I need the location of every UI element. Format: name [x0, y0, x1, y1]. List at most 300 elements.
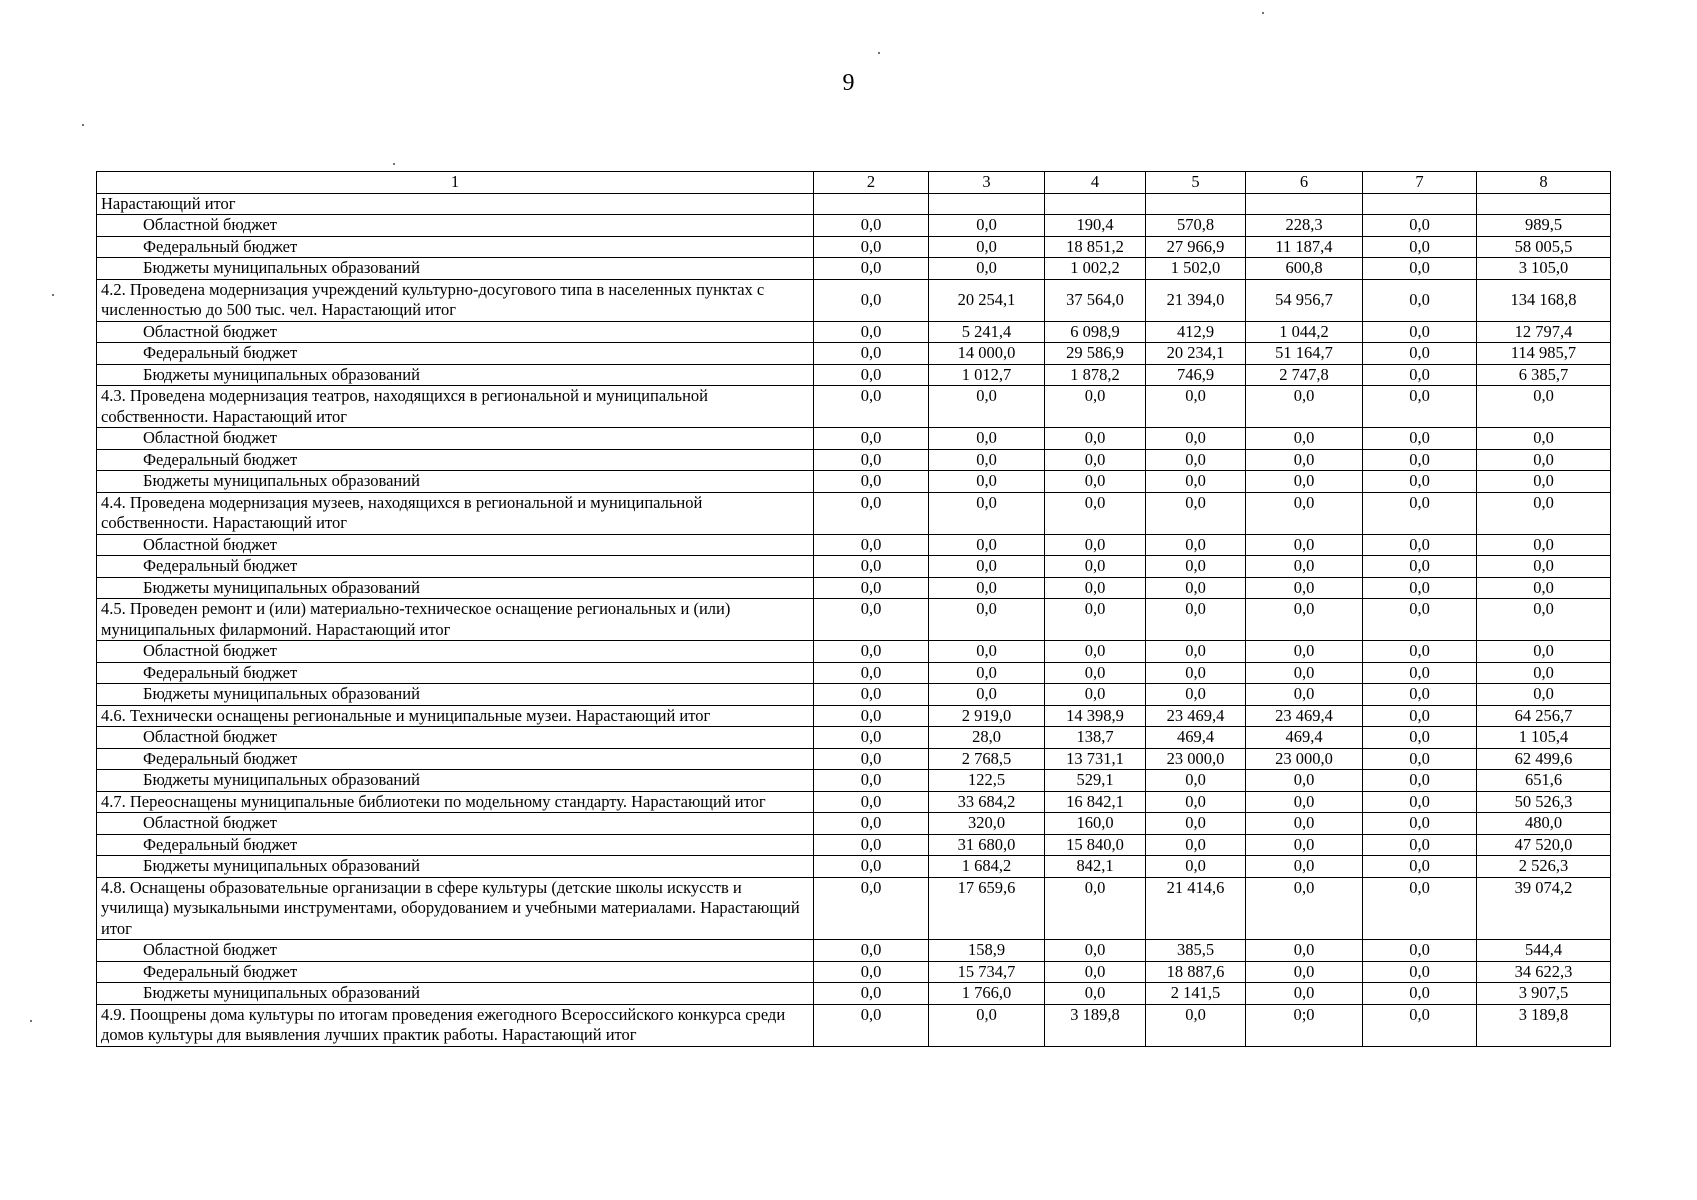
value-cell: 0,0 — [814, 534, 929, 556]
value-cell: 18 851,2 — [1045, 236, 1146, 258]
value-cell: 0,0 — [814, 961, 929, 983]
value-cell: 20 254,1 — [929, 279, 1045, 321]
row-label: 4.5. Проведен ремонт и (или) материально-техническое оснащение региональных и (или) муниципальных филармоний. Нарастающий итог — [97, 599, 814, 641]
row-label: Областной бюджет — [97, 940, 814, 962]
value-cell: 1 044,2 — [1246, 321, 1363, 343]
value-cell: 600,8 — [1246, 258, 1363, 280]
value-cell: 33 684,2 — [929, 791, 1045, 813]
value-cell: 0,0 — [1363, 258, 1477, 280]
value-cell: 651,6 — [1477, 770, 1611, 792]
value-cell: 0,0 — [1477, 492, 1611, 534]
value-cell: 1 502,0 — [1146, 258, 1246, 280]
value-cell: 0,0 — [1363, 748, 1477, 770]
value-cell: 0,0 — [814, 492, 929, 534]
value-cell: 746,9 — [1146, 364, 1246, 386]
value-cell: 0,0 — [1477, 386, 1611, 428]
value-cell: 50 526,3 — [1477, 791, 1611, 813]
page-number: 9 — [842, 70, 855, 96]
value-cell: 0,0 — [814, 556, 929, 578]
value-cell: 37 564,0 — [1045, 279, 1146, 321]
value-cell: 0,0 — [814, 577, 929, 599]
value-cell: 320,0 — [929, 813, 1045, 835]
value-cell: 0,0 — [814, 279, 929, 321]
table-row — [97, 1004, 1611, 1046]
value-cell: 0,0 — [1045, 386, 1146, 428]
value-cell: 1 012,7 — [929, 364, 1045, 386]
value-cell: 20 234,1 — [1146, 343, 1246, 365]
column-header: 8 — [1477, 172, 1611, 194]
value-cell: 0,0 — [1045, 492, 1146, 534]
value-cell: 0,0 — [1146, 856, 1246, 878]
value-cell: 0,0 — [814, 449, 929, 471]
value-cell: 0,0 — [1363, 577, 1477, 599]
value-cell: 0,0 — [929, 1004, 1045, 1046]
value-cell: 0,0 — [1363, 386, 1477, 428]
scan-speck — [393, 163, 395, 165]
value-cell: 13 731,1 — [1045, 748, 1146, 770]
scan-speck — [82, 124, 84, 126]
value-cell: 0,0 — [814, 428, 929, 450]
value-cell: 0,0 — [929, 492, 1045, 534]
row-label: Областной бюджет — [97, 321, 814, 343]
value-cell: 14 398,9 — [1045, 705, 1146, 727]
value-cell: 0,0 — [1246, 791, 1363, 813]
value-cell: 15 840,0 — [1045, 834, 1146, 856]
table-row — [97, 386, 1611, 428]
value-cell: 1 766,0 — [929, 983, 1045, 1005]
table-row — [97, 343, 1611, 365]
table-row — [97, 813, 1611, 835]
value-cell: 0,0 — [1146, 599, 1246, 641]
value-cell: 0,0 — [1246, 983, 1363, 1005]
value-cell: 0,0 — [1246, 599, 1363, 641]
table-row — [97, 258, 1611, 280]
value-cell: 0,0 — [1246, 386, 1363, 428]
value-cell: 0,0 — [1363, 556, 1477, 578]
value-cell: 544,4 — [1477, 940, 1611, 962]
scan-speck — [30, 1020, 32, 1022]
value-cell: 21 394,0 — [1146, 279, 1246, 321]
table-row — [97, 983, 1611, 1005]
value-cell: 0,0 — [1146, 684, 1246, 706]
value-cell: 0,0 — [814, 940, 929, 962]
value-cell: 0,0 — [1045, 471, 1146, 493]
value-cell: 64 256,7 — [1477, 705, 1611, 727]
table-row — [97, 428, 1611, 450]
value-cell: 0,0 — [1045, 577, 1146, 599]
value-cell: 62 499,6 — [1477, 748, 1611, 770]
header-row — [97, 172, 1611, 194]
value-cell: 34 622,3 — [1477, 961, 1611, 983]
value-cell: 0,0 — [929, 258, 1045, 280]
value-cell: 0,0 — [1146, 534, 1246, 556]
value-cell: 0,0 — [814, 364, 929, 386]
value-cell: 0,0 — [1045, 534, 1146, 556]
value-cell: 17 659,6 — [929, 877, 1045, 940]
value-cell: 11 187,4 — [1246, 236, 1363, 258]
value-cell: 0,0 — [814, 236, 929, 258]
value-cell: 0,0 — [814, 471, 929, 493]
value-cell: 0,0 — [1246, 556, 1363, 578]
value-cell: 15 734,7 — [929, 961, 1045, 983]
value-cell: 0,0 — [1246, 641, 1363, 663]
row-label: Областной бюджет — [97, 428, 814, 450]
value-cell: 0,0 — [1363, 983, 1477, 1005]
row-label: Федеральный бюджет — [97, 662, 814, 684]
value-cell: 2 747,8 — [1246, 364, 1363, 386]
table-row — [97, 856, 1611, 878]
value-cell: 0,0 — [814, 856, 929, 878]
value-cell: 0,0 — [1363, 940, 1477, 962]
value-cell: 0,0 — [1246, 492, 1363, 534]
value-cell: 842,1 — [1045, 856, 1146, 878]
value-cell — [1246, 193, 1363, 215]
table-row — [97, 534, 1611, 556]
value-cell: 0,0 — [1363, 279, 1477, 321]
value-cell: 0,0 — [1146, 492, 1246, 534]
value-cell: 0,0 — [814, 983, 929, 1005]
budget-table — [96, 171, 1611, 1047]
value-cell: 2 768,5 — [929, 748, 1045, 770]
scan-speck — [52, 294, 54, 296]
value-cell: 122,5 — [929, 770, 1045, 792]
row-label: Федеральный бюджет — [97, 449, 814, 471]
value-cell: 3 105,0 — [1477, 258, 1611, 280]
value-cell: 0,0 — [1246, 813, 1363, 835]
value-cell: 138,7 — [1045, 727, 1146, 749]
value-cell: 0,0 — [1045, 428, 1146, 450]
row-label: Бюджеты муниципальных образований — [97, 983, 814, 1005]
value-cell: 21 414,6 — [1146, 877, 1246, 940]
scan-speck — [878, 52, 880, 54]
column-header: 3 — [929, 172, 1045, 194]
value-cell: 0,0 — [814, 684, 929, 706]
value-cell: 0,0 — [929, 684, 1045, 706]
value-cell: 0,0 — [1477, 534, 1611, 556]
value-cell: 0,0 — [1477, 428, 1611, 450]
row-label: Федеральный бюджет — [97, 961, 814, 983]
value-cell: 0,0 — [814, 662, 929, 684]
row-label: Федеральный бюджет — [97, 834, 814, 856]
value-cell: 0,0 — [1246, 877, 1363, 940]
column-header: 1 — [97, 172, 814, 194]
table-row — [97, 556, 1611, 578]
value-cell: 2 526,3 — [1477, 856, 1611, 878]
value-cell — [1146, 193, 1246, 215]
value-cell: 0,0 — [1146, 471, 1246, 493]
value-cell: 0,0 — [814, 813, 929, 835]
table-row — [97, 791, 1611, 813]
value-cell: 54 956,7 — [1246, 279, 1363, 321]
value-cell: 0,0 — [1477, 577, 1611, 599]
value-cell: 1 002,2 — [1045, 258, 1146, 280]
value-cell: 3 189,8 — [1045, 1004, 1146, 1046]
value-cell: 0,0 — [1477, 662, 1611, 684]
value-cell: 2 141,5 — [1146, 983, 1246, 1005]
row-label: Областной бюджет — [97, 534, 814, 556]
table-row — [97, 492, 1611, 534]
value-cell: 0,0 — [814, 877, 929, 940]
value-cell: 0,0 — [929, 556, 1045, 578]
value-cell: 12 797,4 — [1477, 321, 1611, 343]
table-row — [97, 684, 1611, 706]
value-cell: 29 586,9 — [1045, 343, 1146, 365]
value-cell: 0,0 — [1363, 364, 1477, 386]
value-cell: 14 000,0 — [929, 343, 1045, 365]
value-cell: 0,0 — [814, 727, 929, 749]
value-cell: 23 000,0 — [1246, 748, 1363, 770]
table-row — [97, 877, 1611, 940]
value-cell: 529,1 — [1045, 770, 1146, 792]
value-cell: 0;0 — [1246, 1004, 1363, 1046]
value-cell: 412,9 — [1146, 321, 1246, 343]
value-cell: 0,0 — [1045, 662, 1146, 684]
value-cell: 0,0 — [1363, 534, 1477, 556]
value-cell: 0,0 — [929, 428, 1045, 450]
value-cell: 0,0 — [1246, 534, 1363, 556]
value-cell: 0,0 — [1246, 684, 1363, 706]
value-cell: 0,0 — [1363, 471, 1477, 493]
value-cell: 0,0 — [929, 534, 1045, 556]
value-cell: 0,0 — [1363, 641, 1477, 663]
value-cell: 0,0 — [814, 770, 929, 792]
row-label: 4.8. Оснащены образовательные организации в сфере культуры (детские школы искусств и училища) музыкальными инструментами, оборудованием и учебными материалами. Нарастающий итог — [97, 877, 814, 940]
value-cell: 0,0 — [929, 215, 1045, 237]
scan-speck — [1262, 12, 1264, 14]
table-row — [97, 770, 1611, 792]
table-row — [97, 961, 1611, 983]
column-header: 2 — [814, 172, 929, 194]
value-cell: 0,0 — [1045, 641, 1146, 663]
value-cell: 0,0 — [1246, 961, 1363, 983]
value-cell: 0,0 — [1146, 834, 1246, 856]
column-header: 4 — [1045, 172, 1146, 194]
value-cell: 0,0 — [1363, 834, 1477, 856]
value-cell: 6 098,9 — [1045, 321, 1146, 343]
value-cell: 480,0 — [1477, 813, 1611, 835]
value-cell: 0,0 — [1045, 449, 1146, 471]
value-cell: 0,0 — [1363, 236, 1477, 258]
value-cell: 0,0 — [814, 748, 929, 770]
value-cell: 0,0 — [1363, 449, 1477, 471]
value-cell: 469,4 — [1146, 727, 1246, 749]
value-cell: 0,0 — [1363, 705, 1477, 727]
table-row — [97, 193, 1611, 215]
value-cell: 0,0 — [929, 662, 1045, 684]
value-cell: 0,0 — [1477, 556, 1611, 578]
value-cell: 2 919,0 — [929, 705, 1045, 727]
value-cell: 0,0 — [1363, 492, 1477, 534]
value-cell: 0,0 — [1477, 471, 1611, 493]
value-cell: 31 680,0 — [929, 834, 1045, 856]
value-cell: 0,0 — [1045, 877, 1146, 940]
value-cell: 0,0 — [1246, 770, 1363, 792]
value-cell: 0,0 — [1477, 684, 1611, 706]
row-label: 4.2. Проведена модернизация учреждений культурно-досугового типа в населенных пунктах с численностью до 500 тыс. чел. Нарастающий итог — [97, 279, 814, 321]
value-cell: 0,0 — [1363, 877, 1477, 940]
value-cell: 58 005,5 — [1477, 236, 1611, 258]
row-label: Федеральный бюджет — [97, 748, 814, 770]
value-cell: 0,0 — [1045, 961, 1146, 983]
column-header: 6 — [1246, 172, 1363, 194]
value-cell — [1363, 193, 1477, 215]
row-label: Бюджеты муниципальных образований — [97, 856, 814, 878]
value-cell: 0,0 — [1246, 856, 1363, 878]
value-cell: 3 907,5 — [1477, 983, 1611, 1005]
value-cell: 160,0 — [1045, 813, 1146, 835]
row-label: Федеральный бюджет — [97, 236, 814, 258]
value-cell: 0,0 — [929, 471, 1045, 493]
value-cell: 0,0 — [1045, 983, 1146, 1005]
value-cell: 0,0 — [1146, 449, 1246, 471]
value-cell: 0,0 — [1246, 577, 1363, 599]
value-cell: 0,0 — [814, 386, 929, 428]
value-cell: 0,0 — [1477, 641, 1611, 663]
value-cell: 0,0 — [1146, 641, 1246, 663]
row-label: Бюджеты муниципальных образований — [97, 258, 814, 280]
value-cell: 0,0 — [1045, 684, 1146, 706]
value-cell: 0,0 — [1363, 428, 1477, 450]
value-cell — [1477, 193, 1611, 215]
value-cell: 0,0 — [1246, 428, 1363, 450]
value-cell: 0,0 — [814, 343, 929, 365]
value-cell: 0,0 — [1146, 662, 1246, 684]
table-row — [97, 449, 1611, 471]
row-label: Бюджеты муниципальных образований — [97, 364, 814, 386]
row-label: 4.9. Поощрены дома культуры по итогам проведения ежегодного Всероссийского конкурса среди домов культуры для выявления лучших практик работы. Нарастающий итог — [97, 1004, 814, 1046]
value-cell: 0,0 — [1363, 961, 1477, 983]
row-label: 4.4. Проведена модернизация музеев, находящихся в региональной и муниципальной собственности. Нарастающий итог — [97, 492, 814, 534]
column-header: 5 — [1146, 172, 1246, 194]
value-cell: 0,0 — [929, 236, 1045, 258]
value-cell: 0,0 — [814, 834, 929, 856]
value-cell: 385,5 — [1146, 940, 1246, 962]
row-label: Бюджеты муниципальных образований — [97, 471, 814, 493]
value-cell: 0,0 — [1246, 471, 1363, 493]
value-cell: 1 878,2 — [1045, 364, 1146, 386]
value-cell: 0,0 — [929, 449, 1045, 471]
table-row — [97, 940, 1611, 962]
value-cell: 0,0 — [1146, 813, 1246, 835]
value-cell: 0,0 — [929, 641, 1045, 663]
value-cell: 27 966,9 — [1146, 236, 1246, 258]
table-row — [97, 215, 1611, 237]
value-cell: 0,0 — [1146, 577, 1246, 599]
value-cell: 6 385,7 — [1477, 364, 1611, 386]
value-cell: 3 189,8 — [1477, 1004, 1611, 1046]
value-cell: 0,0 — [1146, 770, 1246, 792]
value-cell: 18 887,6 — [1146, 961, 1246, 983]
value-cell: 0,0 — [1363, 684, 1477, 706]
value-cell: 0,0 — [814, 641, 929, 663]
table-row — [97, 364, 1611, 386]
table-row — [97, 641, 1611, 663]
table-row — [97, 279, 1611, 321]
value-cell — [929, 193, 1045, 215]
table-body — [97, 172, 1611, 1047]
value-cell: 0,0 — [1146, 556, 1246, 578]
value-cell: 0,0 — [1246, 940, 1363, 962]
row-label: 4.3. Проведена модернизация театров, находящихся в региональной и муниципальной собственности. Нарастающий итог — [97, 386, 814, 428]
value-cell: 0,0 — [1246, 834, 1363, 856]
value-cell: 989,5 — [1477, 215, 1611, 237]
row-label: Бюджеты муниципальных образований — [97, 684, 814, 706]
value-cell: 0,0 — [1363, 343, 1477, 365]
value-cell: 0,0 — [1045, 940, 1146, 962]
value-cell: 0,0 — [1246, 662, 1363, 684]
table-row — [97, 236, 1611, 258]
value-cell: 0,0 — [1363, 813, 1477, 835]
value-cell: 0,0 — [1477, 449, 1611, 471]
value-cell: 0,0 — [814, 1004, 929, 1046]
table-row — [97, 748, 1611, 770]
value-cell: 228,3 — [1246, 215, 1363, 237]
value-cell: 0,0 — [1363, 791, 1477, 813]
value-cell: 0,0 — [1146, 791, 1246, 813]
value-cell: 51 164,7 — [1246, 343, 1363, 365]
value-cell: 0,0 — [814, 215, 929, 237]
value-cell: 0,0 — [1045, 556, 1146, 578]
value-cell: 0,0 — [1146, 1004, 1246, 1046]
value-cell: 114 985,7 — [1477, 343, 1611, 365]
value-cell: 570,8 — [1146, 215, 1246, 237]
value-cell: 190,4 — [1045, 215, 1146, 237]
value-cell: 0,0 — [1363, 770, 1477, 792]
table-row — [97, 321, 1611, 343]
value-cell: 0,0 — [1246, 449, 1363, 471]
value-cell: 0,0 — [1363, 662, 1477, 684]
value-cell: 0,0 — [1045, 599, 1146, 641]
value-cell: 28,0 — [929, 727, 1045, 749]
value-cell: 23 469,4 — [1246, 705, 1363, 727]
value-cell: 23 469,4 — [1146, 705, 1246, 727]
value-cell: 0,0 — [1146, 386, 1246, 428]
row-label: Бюджеты муниципальных образований — [97, 770, 814, 792]
value-cell: 0,0 — [814, 258, 929, 280]
value-cell: 469,4 — [1246, 727, 1363, 749]
row-label: Областной бюджет — [97, 813, 814, 835]
table-row — [97, 471, 1611, 493]
value-cell: 0,0 — [814, 599, 929, 641]
value-cell: 0,0 — [1477, 599, 1611, 641]
value-cell: 0,0 — [814, 321, 929, 343]
value-cell: 0,0 — [1363, 321, 1477, 343]
value-cell: 0,0 — [929, 599, 1045, 641]
table-row — [97, 705, 1611, 727]
column-header: 7 — [1363, 172, 1477, 194]
value-cell — [814, 193, 929, 215]
value-cell: 158,9 — [929, 940, 1045, 962]
value-cell: 0,0 — [1363, 1004, 1477, 1046]
value-cell: 0,0 — [814, 791, 929, 813]
value-cell: 0,0 — [1363, 856, 1477, 878]
table-row — [97, 834, 1611, 856]
row-label: Федеральный бюджет — [97, 556, 814, 578]
value-cell: 1 684,2 — [929, 856, 1045, 878]
row-label: Областной бюджет — [97, 215, 814, 237]
value-cell: 16 842,1 — [1045, 791, 1146, 813]
value-cell: 0,0 — [929, 386, 1045, 428]
value-cell: 23 000,0 — [1146, 748, 1246, 770]
value-cell: 5 241,4 — [929, 321, 1045, 343]
table-row — [97, 727, 1611, 749]
value-cell: 1 105,4 — [1477, 727, 1611, 749]
row-label: Нарастающий итог — [97, 193, 814, 215]
value-cell: 0,0 — [929, 577, 1045, 599]
value-cell — [1045, 193, 1146, 215]
value-cell: 0,0 — [1363, 727, 1477, 749]
value-cell: 0,0 — [1146, 428, 1246, 450]
